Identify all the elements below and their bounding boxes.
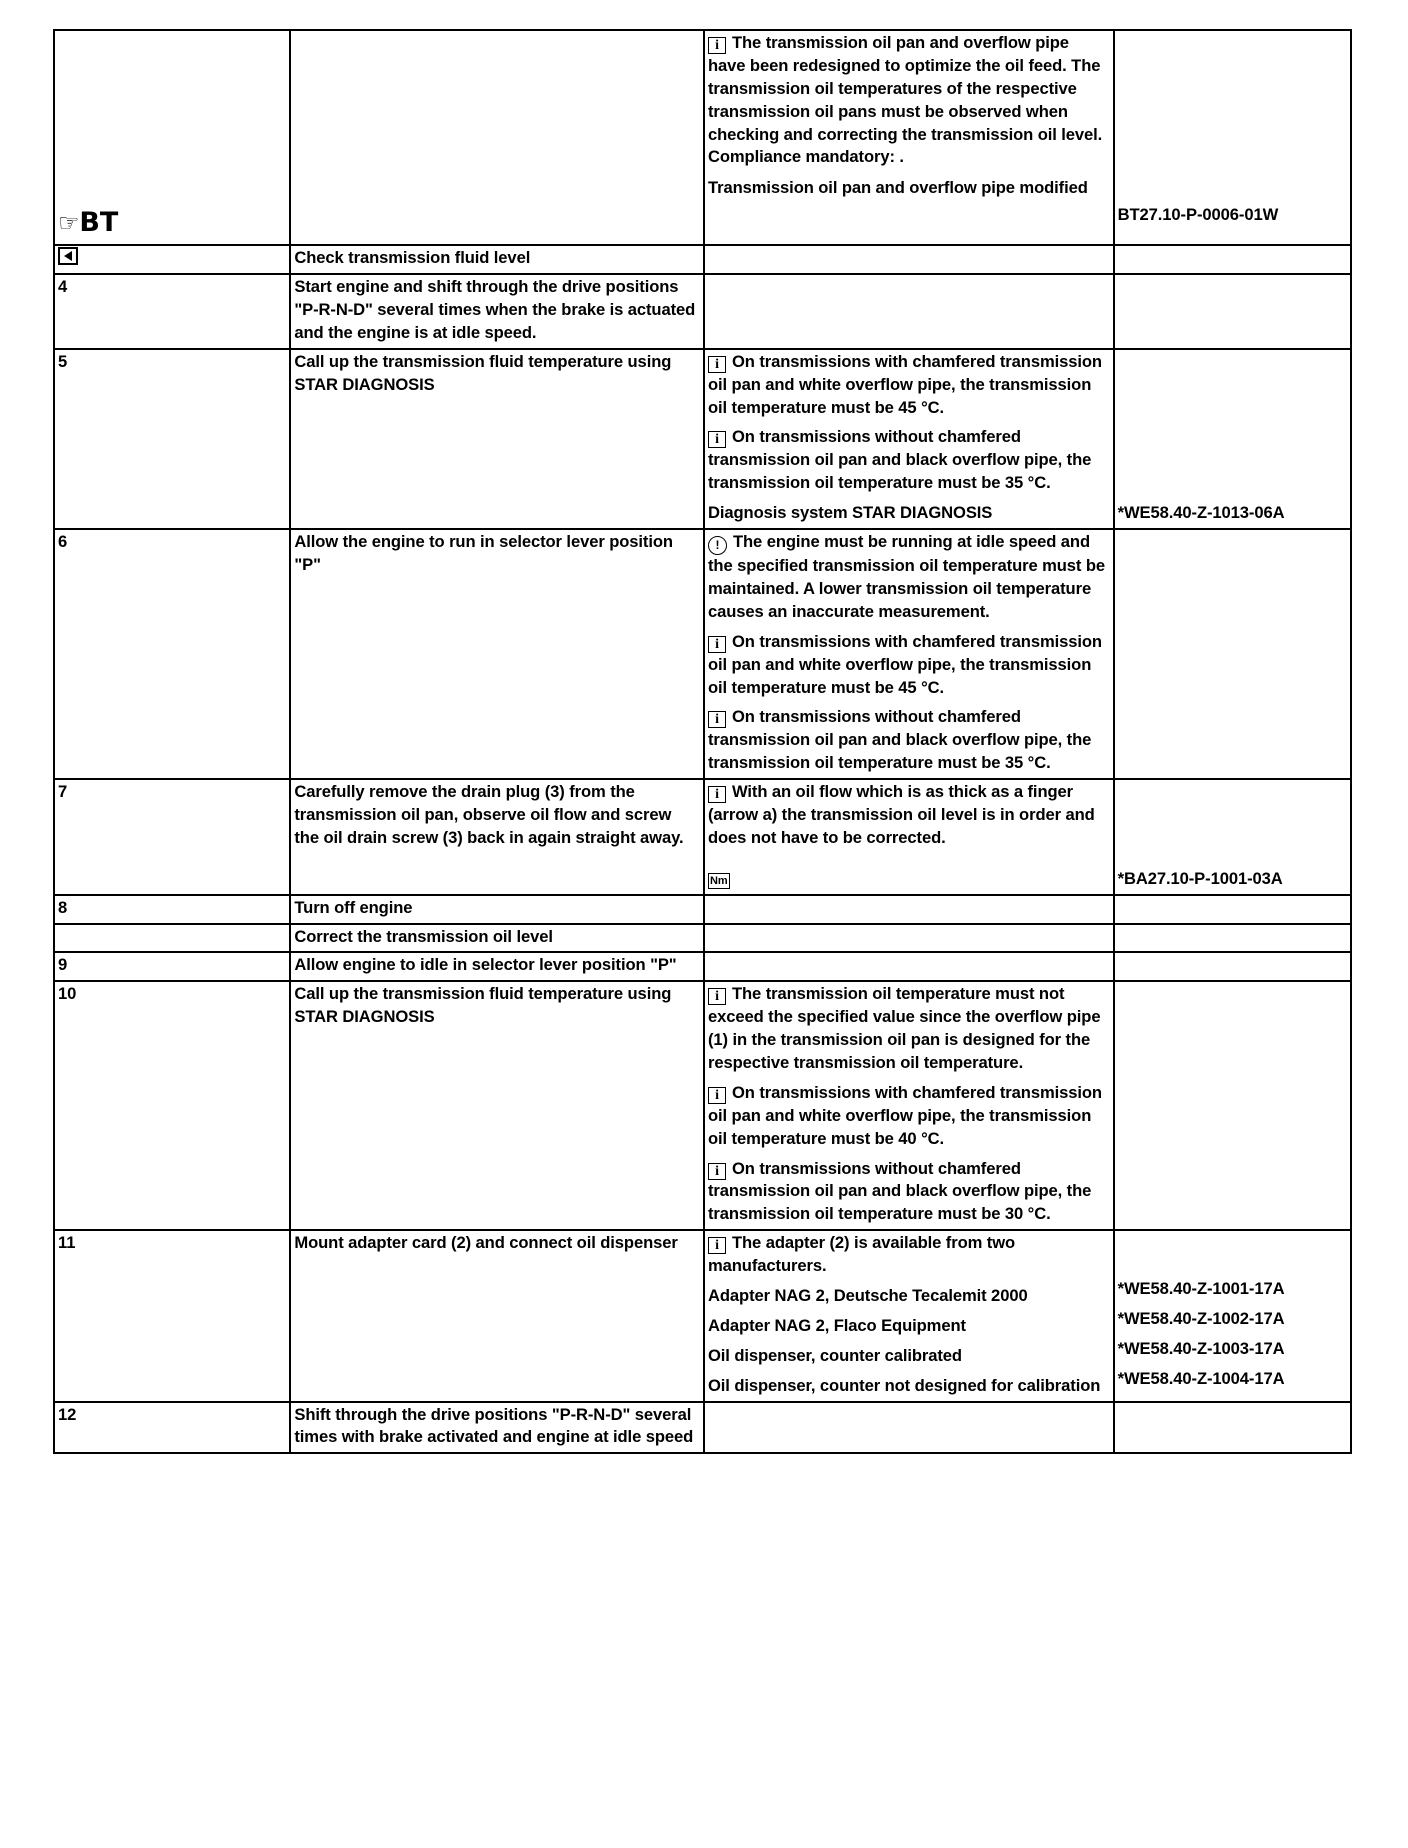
info-icon: i [708,431,726,448]
item-text: Diagnosis system STAR DIAGNOSIS [707,503,993,523]
step-text: Allow engine to idle in selector lever position "P" [290,952,704,981]
info-icon: i [708,711,726,728]
warning-text: The engine must be running at idle speed and the specified transmission oil temperature must be maintained. A lower transmission oil temperature causes an inaccurate measurement. [707,532,1106,621]
torque-nm-icon[interactable]: Nm [709,874,728,887]
reference-link[interactable]: *WE58.40-Z-1004-17A [1117,1368,1285,1388]
reference-link[interactable]: *WE58.40-Z-1001-17A [1117,1279,1285,1299]
step-number: 9 [54,952,290,981]
table-row [54,1230,1351,1401]
info-icon: i [708,1237,726,1254]
table-row [54,30,1351,245]
section-heading: Check transmission fluid level [290,245,704,274]
step-text: Call up the transmission fluid temperature using STAR DIAGNOSIS [290,349,704,529]
info-icon: i [708,356,726,373]
step-text: Call up the transmission fluid temperature using STAR DIAGNOSIS [290,981,704,1230]
back-arrow-icon[interactable] [58,247,78,265]
note-text: The adapter (2) is available from two manufacturers. [707,1233,1016,1276]
item-text: Adapter NAG 2, Flaco Equipment [707,1315,966,1335]
reference-link[interactable]: *WE58.40-Z-1002-17A [1117,1309,1285,1329]
table-row [54,1402,1351,1454]
section-heading: Correct the transmission oil level [290,924,704,953]
note-text: With an oil flow which is as thick as a finger (arrow a) the transmission oil level is in order and does not have to be corrected. [707,782,1095,847]
note-text: On transmissions without chamfered transmission oil pan and black overflow pipe, the transmission oil temperature must be 35 °C. [707,707,1092,773]
note-text: On transmissions with chamfered transmission oil pan and white overflow pipe, the transmission oil temperature must be 40 °C. [707,1082,1102,1148]
table-row [54,779,1351,895]
step-text: Allow the engine to run in selector lever position "P" [290,529,704,779]
reference-link[interactable]: *WE58.40-Z-1003-17A [1117,1338,1285,1358]
step-text: Start engine and shift through the drive positions "P-R-N-D" several times when the brake is actuated and the engine is at idle speed. [290,274,704,349]
reference-link[interactable]: BT27.10-P-0006-01W [1117,205,1279,224]
step-text: Mount adapter card (2) and connect oil dispenser [290,1230,704,1401]
info-icon: i [708,636,726,653]
note-text: On transmissions without chamfered transmission oil pan and black overflow pipe, the transmission oil temperature must be 35 °C. [707,427,1092,493]
step-text: Shift through the drive positions "P-R-N-D" several times with brake activated and engine at idle speed [290,1402,704,1454]
table-row [54,529,1351,779]
table-row [54,952,1351,981]
table-row [54,895,1351,924]
warning-icon: ! [708,536,727,555]
bt-label: BT [79,207,119,238]
item-text: Oil dispenser, counter calibrated [707,1345,962,1365]
step-number: 8 [54,895,290,924]
note-text: On transmissions with chamfered transmission oil pan and white overflow pipe, the transmission oil temperature must be 45 °C. [707,631,1102,697]
item-text: Oil dispenser, counter not designed for calibration [707,1375,1101,1395]
item-text: Transmission oil pan and overflow pipe modified [707,178,1088,198]
table-row [54,981,1351,1230]
step-number: 7 [54,779,290,895]
reference-link[interactable]: *BA27.10-P-1001-03A [1117,868,1283,888]
pointing-hand-icon: ☞ [58,209,80,237]
info-icon: i [708,1087,726,1104]
table-row [54,245,1351,274]
table-row [54,274,1351,349]
item-text: Adapter NAG 2, Deutsche Tecalemit 2000 [707,1285,1028,1305]
step-number: 10 [54,981,290,1230]
note-text: The transmission oil temperature must not exceed the specified value since the overflow pipe (1) in the transmission oil pan is designed for the respective transmission oil temperature. [707,984,1101,1072]
info-icon: i [708,988,726,1005]
step-text: Carefully remove the drain plug (3) from the transmission oil pan, observe oil flow and screw the oil drain screw (3) back in again straight away. [290,779,704,895]
step-text: Turn off engine [290,895,704,924]
compliance-text: Compliance mandatory: . [707,147,904,167]
note-text: On transmissions without chamfered transmission oil pan and black overflow pipe, the transmission oil temperature must be 30 °C. [707,1158,1092,1224]
step-number: 6 [54,529,290,779]
step-number: 5 [54,349,290,529]
note-text: On transmissions with chamfered transmission oil pan and white overflow pipe, the transmission oil temperature must be 45 °C. [707,351,1102,417]
info-icon: i [708,786,726,803]
reference-link[interactable]: *WE58.40-Z-1013-06A [1117,503,1285,523]
info-icon: i [708,37,726,54]
note-text: The transmission oil pan and overflow pipe have been redesigned to optimize the oil feed. The transmission oil temperatures of the respective transmission oil pans must be observed when checking and correcting the transmission oil level. [707,33,1103,144]
bt-cell [54,30,290,245]
info-icon: i [708,1163,726,1180]
procedure-table [53,29,1352,1454]
step-number: 4 [54,274,290,349]
table-row [54,349,1351,529]
table-row [54,924,1351,953]
step-number: 12 [54,1402,290,1454]
step-number: 11 [54,1230,290,1401]
